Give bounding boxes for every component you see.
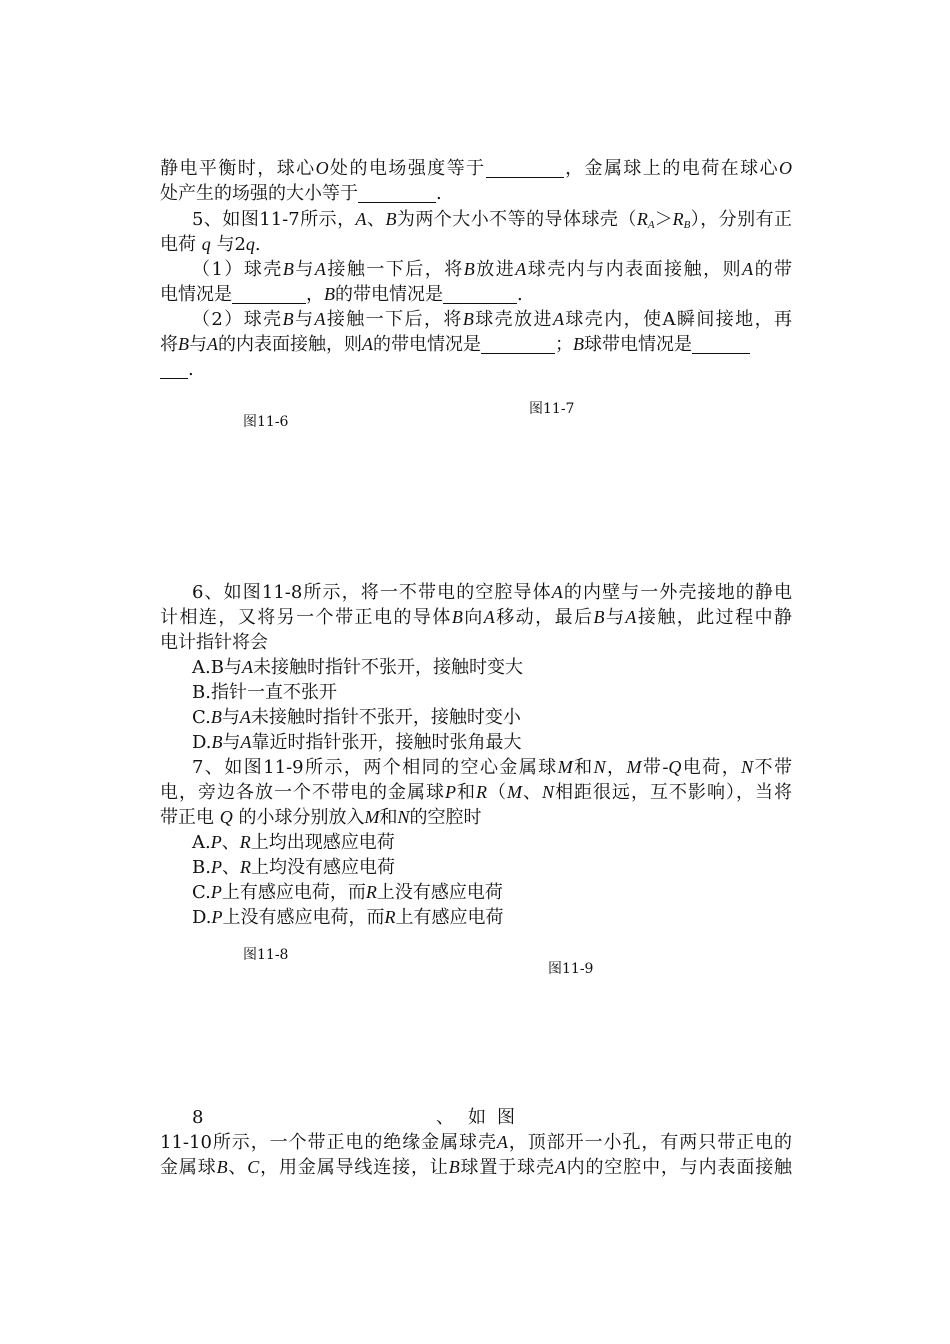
q6-option-b[interactable]: B.指针一直不张开 (192, 682, 337, 703)
figure-caption-11-6: 图11-6 (243, 414, 289, 430)
q7-option-a[interactable]: A.P、R上均出现感应电荷 (192, 832, 395, 853)
q7-option-c[interactable]: C.P上有感应电荷，而R上没有感应电荷 (192, 882, 503, 903)
q4-line-2: 处产生的场强的大小等于 . (160, 183, 442, 204)
q5-line-2: 电荷 q 与2q. (160, 234, 261, 255)
q8-line-3: 金属球B、C，用金属导线连接，让B球置于球壳A内的空腔中，与内表面接触 (160, 1157, 793, 1178)
q7-line-3: 带正电 Q 的小球分别放入M和N的空腔时 (160, 807, 482, 828)
q7-option-d[interactable]: D.P上没有感应电荷，而R上有感应电荷 (192, 907, 504, 928)
answer-blank[interactable] (486, 158, 564, 178)
answer-blank[interactable] (481, 334, 555, 354)
q6-option-c[interactable]: C.B与A未接触时指针不张开，接触时变小 (192, 707, 521, 728)
q7-line-2: 电，旁边各放一个不带电的金属球P和R（M、N相距很远，互不影响），当将 (160, 782, 793, 803)
q5-part1-line-1: （1）球壳B与A接触一下后，将B放进A球壳内与内表面接触，则A的带 (192, 259, 793, 280)
q6-line-1: 6、如图11-8所示，将一不带电的空腔导体A的内壁与一外壳接地的静电 (192, 582, 793, 603)
q6-line-3: 电计指针将会 (160, 632, 268, 653)
figure-caption-11-7: 图11-7 (529, 401, 575, 417)
q4-line-1: 静电平衡时，球心O处的电场强度等于 ，金属球上的电荷在球心O (160, 158, 793, 179)
q8-line-2: 11-10所示，一个带正电的绝缘金属球壳A，顶部开一小孔，有两只带正电的 (160, 1132, 793, 1153)
answer-blank[interactable] (443, 284, 517, 304)
q5-part2-line-1: （2）球壳B与A接触一下后，将B球壳放进A球壳内，使A瞬间接地，再 (192, 309, 793, 330)
figure-caption-11-8: 图11-8 (243, 947, 289, 963)
answer-blank[interactable] (232, 284, 306, 304)
q6-option-d[interactable]: D.B与A靠近时指针张开，接触时张角最大 (192, 732, 522, 753)
q7-option-b[interactable]: B.P、R上均没有感应电荷 (192, 857, 395, 878)
document-page: 静电平衡时，球心O处的电场强度等于 ，金属球上的电荷在球心O 处产生的场强的大小等于 . 5、如图11-7所示，A、B为两个大小不等的导体球壳$(R_A>R_B)$，分别有正 电荷 q 与2q. （1）球壳B与A接触一下后，将B放进A球壳内与内表面接触，则A的带 电情况是 ，B的带电情况是 . （2）球壳B与A接触一下后，将B球壳放进A球壳内，使A瞬间接地，再 将B与A的内表面接触，则A的带电情况是 ；B球带电情况是 . 图11-7 图11-6 6、如图11-8所示，将一不带电的空腔导体A的内壁与一外壳接地的静电 计相连，又将另一个带正电的导体B向A移动，最后B与A接触，此过程中静 电计指针将会 A.B与A未接触时指针不张开，接触时变大 B.指针一直不张开 C.B与A未接触时指针不张开，接触时变小 D.B与A靠近时指针张开，接触时张角最大 7、如图11-9所示，两个相同的空心金属球M和N，M带-Q电荷，N不带 电，旁边各放一个不带电的金属球P和R（M、N相距很远，互不影响），当将 带正电 Q 的小球分别放入M和N的空腔时 A.P、R上均出现感应电荷 B.P、R上均没有感应电荷 C.P上有感应电荷，而R上没有感应电荷 D.P上没有感应电荷，而R上有感应电荷 图11-8 图11-9 8 、 如 图 11-10所示，一个带正电的绝缘金属球壳A，顶部开一小孔，有两只带正电的 金属球B、C，用金属导线连接，让B球置于球壳A内的空腔中，与内表面接触 (160, 158, 793, 1178)
answer-blank[interactable] (358, 183, 436, 203)
answer-blank-continued[interactable] (160, 359, 188, 379)
answer-blank[interactable] (692, 334, 750, 354)
q6-option-a[interactable]: A.B与A未接触时指针不张开，接触时变大 (192, 657, 523, 678)
q5-part1-line-2: 电情况是 ，B的带电情况是 . (160, 284, 523, 305)
q5-part2-line-3: . (160, 357, 792, 382)
q6-line-2: 计相连，又将另一个带正电的导体B向A移动，最后B与A接触，此过程中静 (160, 607, 793, 628)
figure-caption-11-9: 图11-9 (548, 961, 594, 977)
q5-part2-line-2: 将B与A的内表面接触，则A的带电情况是 ；B球带电情况是 (160, 332, 792, 357)
q7-line-1: 7、如图11-9所示，两个相同的空心金属球M和N，M带-Q电荷，N不带 (192, 757, 793, 778)
q5-line-1: 5、如图11-7所示，A、B为两个大小不等的导体球壳$(R_A>R_B)$，分别有正 (192, 209, 793, 231)
